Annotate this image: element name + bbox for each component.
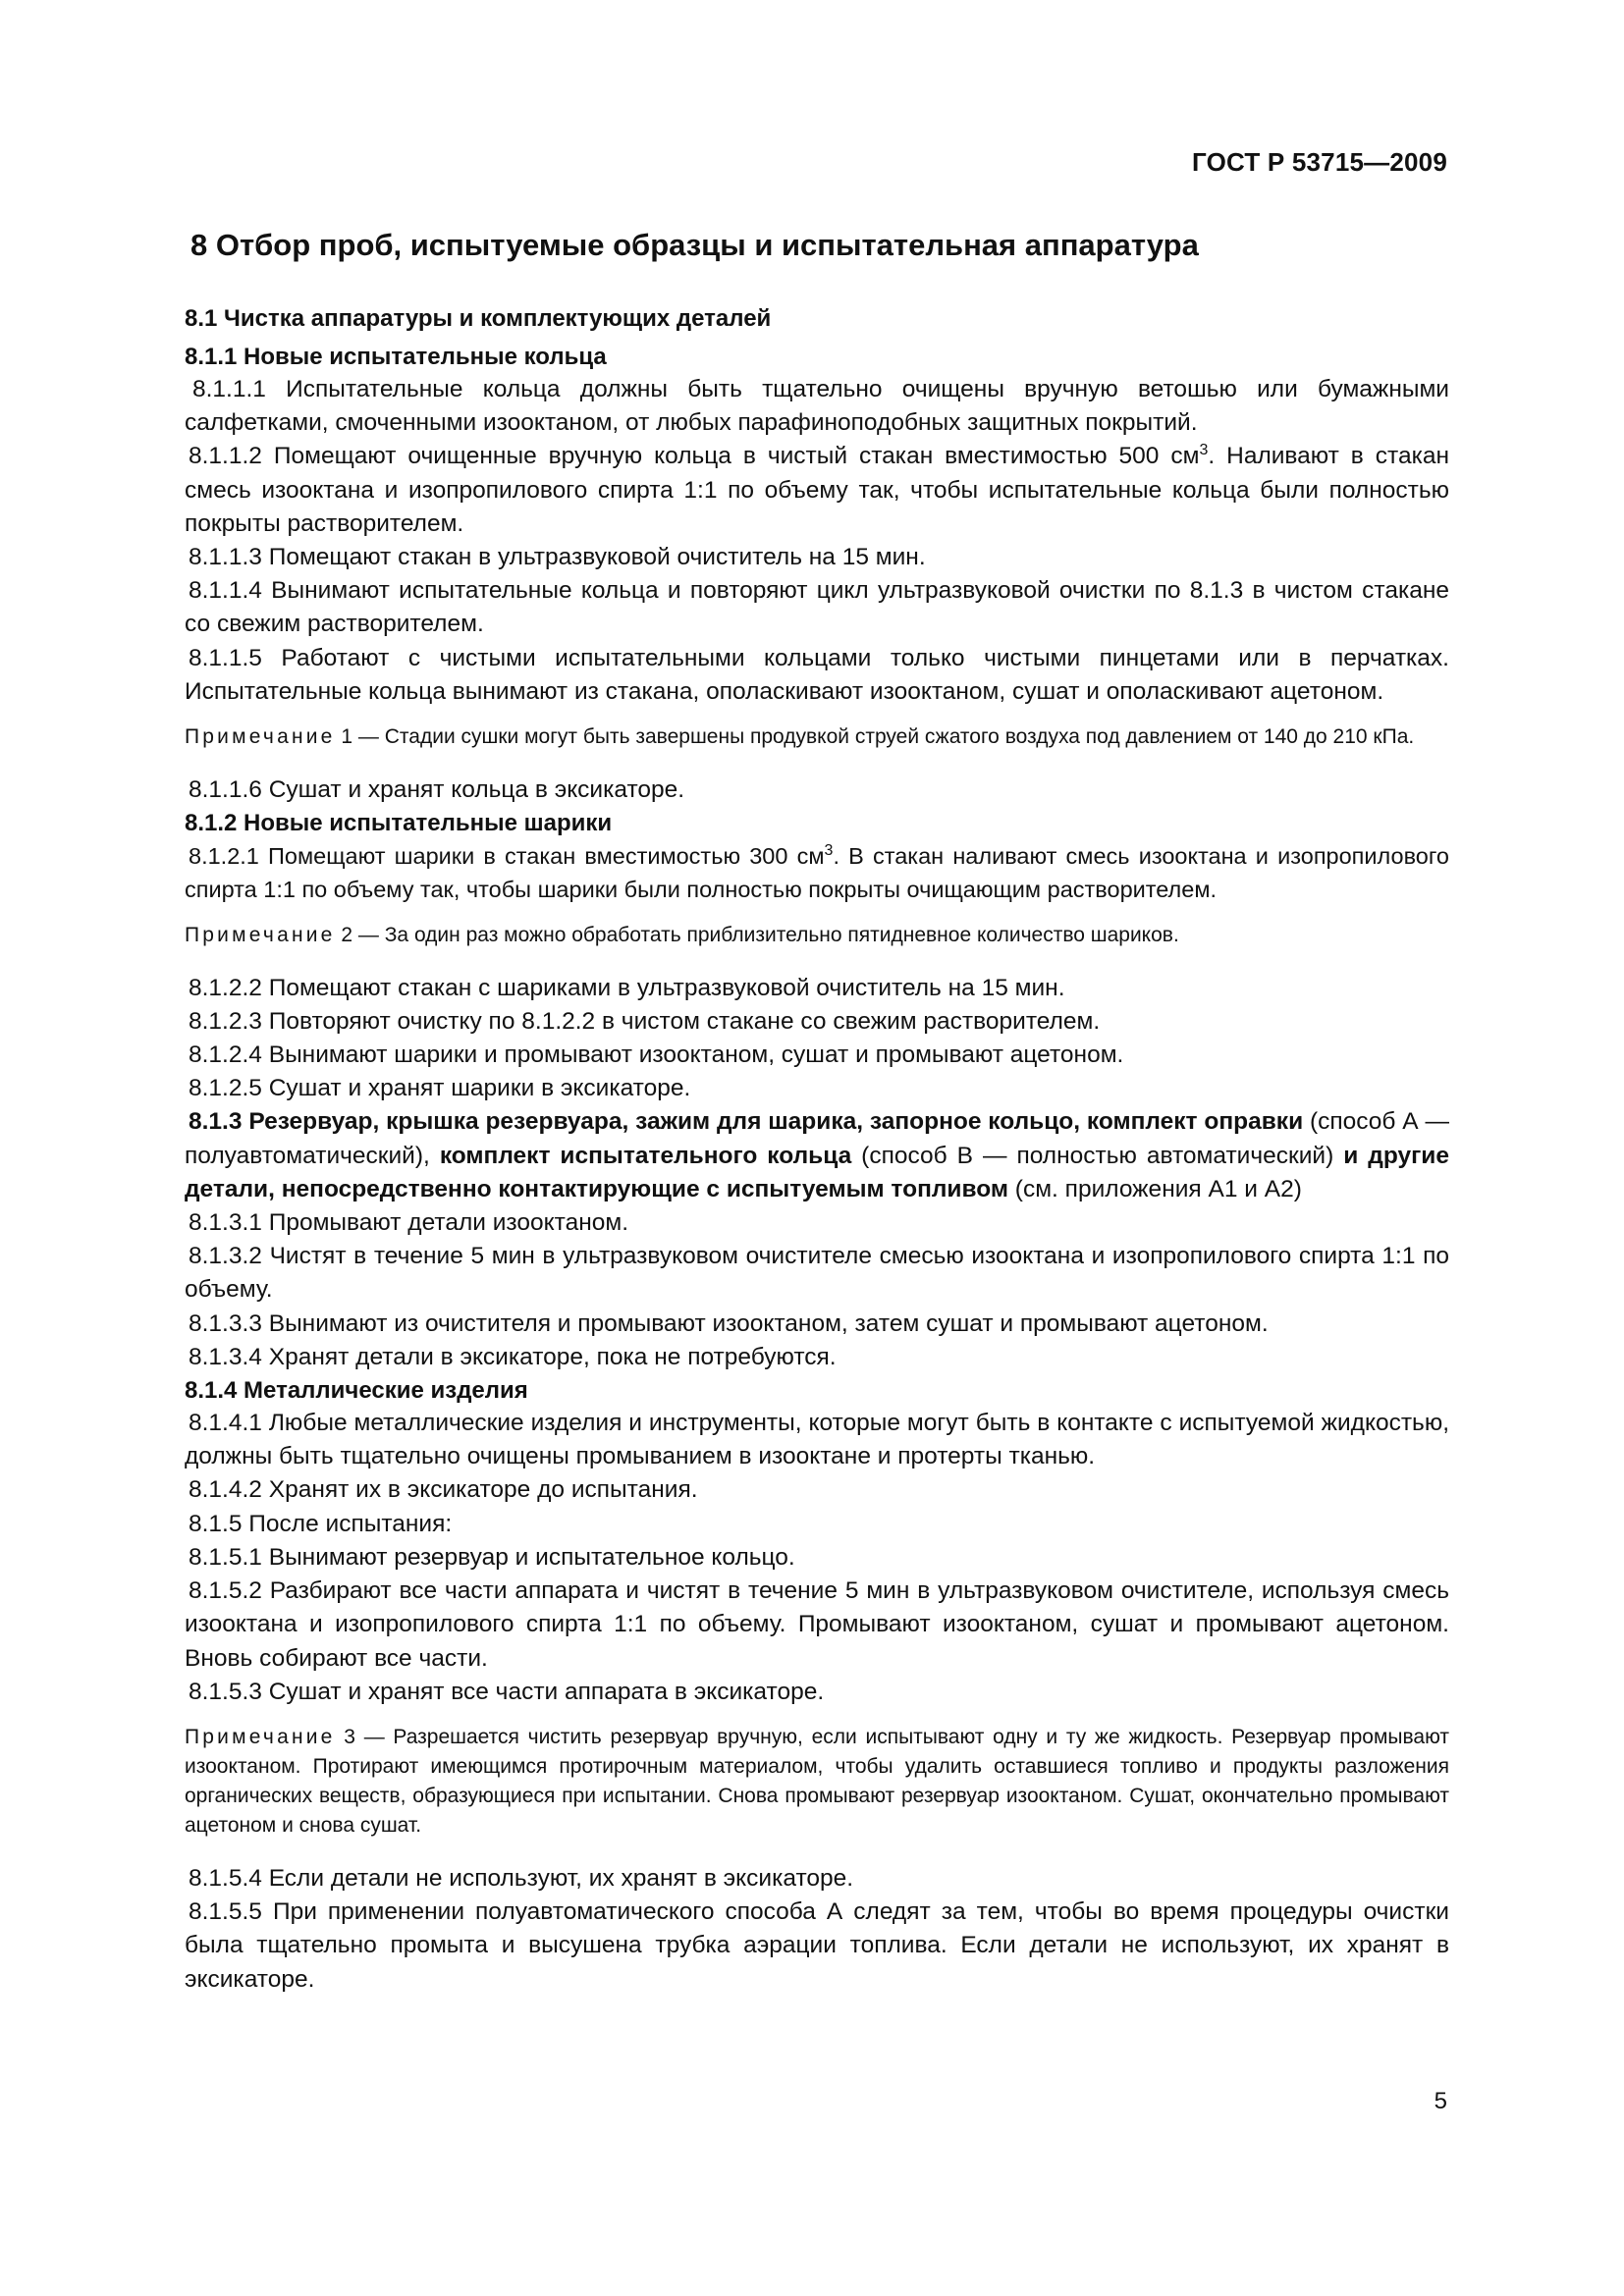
page-body: [185, 226, 1449, 1997]
note-1-label: Примечание: [185, 725, 336, 749]
paragraph-8-1-5-3: 8.1.5.3 Сушат и хранят все части аппарата в эксикаторе.: [189, 1678, 825, 1705]
paragraph-8-1-1-1-text: 8.1.1.1 Испытательные кольца должны быть тщательно очищены вручную ветошью или бумажными салфетками, смоченными изооктаном, от любых парафиноподобных защитных покрытий.: [185, 376, 1449, 437]
paragraph-8-1-5-2: 8.1.5.2 Разбирают все части аппарата и чистят в течение 5 мин в ультразвуковом очистителе, используя смесь изооктана и изопропилового спирта 1:1 по объему. Промывают изооктаном, сушат и промывают ацетоном. Вновь собирают все части.: [185, 1577, 1449, 1672]
note-1-text: 1 — Стадии сушки могут быть завершены продувкой струей сжатого воздуха под давлением от 140 до 210 кПа.: [335, 725, 1415, 749]
subsection-8-1-3-bold-a: 8.1.3 Резервуар, крышка резервуара, зажим для шарика, запорное кольцо, комплект оправки: [189, 1108, 1304, 1136]
paragraph-8-1-1-2-text-a: 8.1.1.2 Помещают очищенные вручную кольца в чистый стакан вместимостью 500 см: [189, 443, 1200, 470]
note-3-label: Примечание: [185, 1725, 336, 1748]
paragraph-8-1-5-5: 8.1.5.5 При применении полуавтоматического способа А следят за тем, чтобы во время процедуры очистки была тщательно промыта и высушена трубка аэрации топлива. Если детали не используют, их хранят в эксикаторе.: [185, 1898, 1449, 1993]
paragraph-8-1-1-2-text-b: . Наливают в стакан смесь изооктана и изопропилового спирта 1:1 по объему так, чтобы испытательные кольца были полностью покрыты растворителем.: [185, 443, 1449, 537]
paragraph-8-1-2-3: 8.1.2.3 Повторяют очистку по 8.1.2.2 в чистом стакане со свежим растворителем.: [189, 1007, 1101, 1035]
paragraph-8-1-1-3: 8.1.1.3 Помещают стакан в ультразвуковой очиститель на 15 мин.: [189, 544, 926, 571]
subsection-8-1-3-text-a: (способ А — полуавтоматический),: [185, 1108, 1449, 1169]
subsection-8-1-5-title: 8.1.5 После испытания:: [189, 1510, 453, 1537]
superscript-3: 3: [824, 842, 834, 860]
paragraph-8-1-5-4: 8.1.5.4 Если детали не используют, их хранят в эксикаторе.: [189, 1864, 854, 1892]
subsection-8-1-3-title: [185, 1105, 1449, 1206]
paragraph-8-1-1-5: 8.1.1.5 Работают с чистыми испытательными кольцами только чистыми пинцетами или в перчатках. Испытательные кольца вынимают из стакана, ополаскивают изооктаном, сушат и ополаскивают ацетоном.: [185, 644, 1449, 705]
paragraph-8-1-2-5: 8.1.2.5 Сушат и хранят шарики в эксикаторе.: [189, 1075, 691, 1102]
paragraph-8-1-2-1-text-b: . В стакан наливают смесь изооктана и изопропилового спирта 1:1 по объему так, чтобы шарики были полностью покрыты очищающим растворителем.: [185, 843, 1449, 903]
subsection-8-1-1-title: 8.1.1 Новые испытательные кольца: [185, 344, 607, 370]
subsection-8-1-3-text-c: (см. приложения А1 и А2): [1008, 1175, 1302, 1202]
paragraph-8-1-2-4: 8.1.2.4 Вынимают шарики и промывают изооктаном, сушат и промывают ацетоном.: [189, 1041, 1124, 1069]
paragraph-8-1-1-6: 8.1.1.6 Сушат и хранят кольца в эксикаторе.: [189, 776, 685, 804]
paragraph-8-1-2-1: [185, 839, 1449, 906]
section-title: 8 Отбор проб, испытуемые образцы и испытательная аппаратура: [190, 228, 1199, 262]
superscript-3: 3: [1199, 442, 1209, 459]
note-2: [185, 921, 1449, 950]
paragraph-8-1-2-2: 8.1.2.2 Помещают стакан с шариками в ультразвуковой очиститель на 15 мин.: [189, 974, 1065, 1001]
paragraph-8-1-3-1: 8.1.3.1 Промывают детали изооктаном.: [189, 1209, 629, 1237]
paragraph-8-1-4-1: 8.1.4.1 Любые металлические изделия и инструменты, которые могут быть в контакте с испытуемой жидкостью, должны быть тщательно очищены промыванием в изооктане и протерты тканью.: [185, 1410, 1449, 1470]
paragraph-8-1-3-3: 8.1.3.3 Вынимают из очистителя и промывают изооктаном, затем сушат и промывают ацетоном.: [189, 1309, 1269, 1337]
paragraph-8-1-1-4: 8.1.1.4 Вынимают испытательные кольца и повторяют цикл ультразвуковой очистки по 8.1.3 в чистом стакане со свежим растворителем.: [185, 577, 1449, 638]
paragraph-8-1-4-2: 8.1.4.2 Хранят их в эксикаторе до испытания.: [189, 1476, 698, 1504]
subsection-8-1-3-bold-c: и другие детали, непосредственно контактирующие с испытуемым топливом: [185, 1142, 1449, 1202]
subsection-8-1-3-bold-b: комплект испытательного кольца: [439, 1142, 852, 1169]
page-number: 5: [1434, 2088, 1447, 2114]
note-3-text: 3 — Разрешается чистить резервуар вручную, если испытывают одну и ту же жидкость. Резервуар промывают изооктаном. Протирают имеющимся протирочным материалом, чтобы удалить оставшиеся топливо и продукты разложения органических веществ, образующиеся при испытании. Снова промывают резервуар изооктаном. Сушат, окончательно промывают ацетоном и снова сушат.: [185, 1725, 1449, 1837]
note-1: [185, 722, 1449, 752]
note-2-label: Примечание: [185, 923, 336, 946]
paragraph-8-1-1-2: [185, 440, 1449, 541]
paragraph-8-1-1-1: [185, 373, 1449, 440]
document-number: ГОСТ Р 53715—2009: [1192, 147, 1447, 177]
paragraph-8-1-2-1-text-a: 8.1.2.1 Помещают шарики в стакан вместимостью 300 см: [189, 843, 825, 870]
paragraph-8-1-3-2: 8.1.3.2 Чистят в течение 5 мин в ультразвуковом очистителе смесью изооктана и изопропилового спирта 1:1 по объему.: [185, 1243, 1449, 1304]
subsection-8-1-4-title: 8.1.4 Металлические изделия: [185, 1377, 528, 1405]
subsection-8-1-3-text-b: (способ В — полностью автоматический): [851, 1142, 1344, 1169]
subsection-8-1-title: 8.1 Чистка аппаратуры и комплектующих деталей: [185, 305, 772, 332]
paragraph-8-1-5-1: 8.1.5.1 Вынимают резервуар и испытательное кольцо.: [189, 1543, 795, 1571]
subsection-8-1-2-title: 8.1.2 Новые испытательные шарики: [185, 810, 613, 837]
note-3: [185, 1723, 1449, 1841]
paragraph-8-1-3-4: 8.1.3.4 Хранят детали в эксикаторе, пока не потребуются.: [189, 1343, 837, 1370]
note-2-text: 2 — За один раз можно обработать приблизительно пятидневное количество шариков.: [335, 923, 1179, 946]
